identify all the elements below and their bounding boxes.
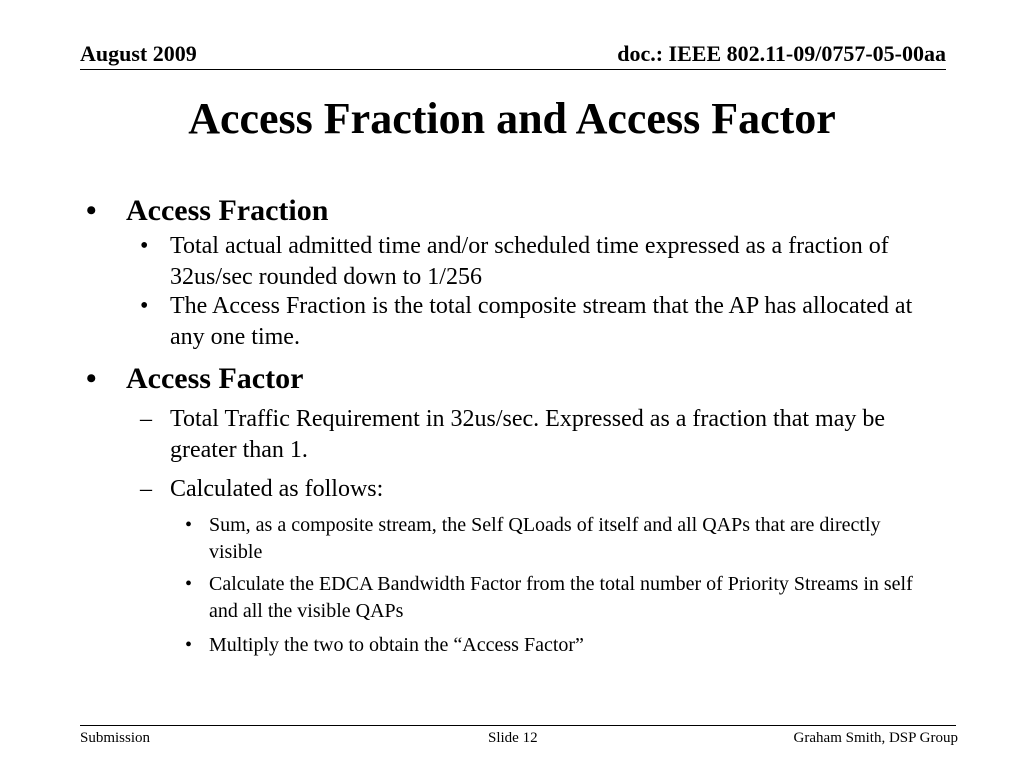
footer-divider — [80, 725, 956, 726]
sub-list-item-text: Multiply the two to obtain the “Access Factor” — [209, 634, 584, 656]
sub-list-item — [185, 632, 929, 659]
list-item-text: Total Traffic Requirement in 32us/sec. Expressed as a fraction that may be greater than 1. — [170, 406, 886, 463]
bullet-marker: • — [140, 233, 149, 259]
list-item-text: Total actual admitted time and/or scheduled time expressed as a fraction of 32us/sec rounded down to 1/256 — [170, 233, 889, 290]
list-item — [140, 404, 940, 466]
list-item — [140, 231, 940, 293]
bullet-marker: • — [185, 634, 193, 656]
footer-submission: Submission — [80, 730, 151, 746]
sub-list-item-text: Sum, as a composite stream, the Self QLoads of itself and all QAPs that are directly visible — [209, 514, 881, 563]
list-item-text: The Access Fraction is the total composite stream that the AP has allocated at any one time. — [170, 293, 913, 350]
bullet-heading: Access Factor — [126, 362, 304, 395]
sub-list-item-text: Calculate the EDCA Bandwidth Factor from the total number of Priority Streams in self and all the visible QAPs — [209, 573, 913, 622]
footer-author: Graham Smith, DSP Group — [793, 730, 958, 746]
bullet-access-fraction — [86, 194, 926, 228]
list-item-text: Calculated as follows: — [170, 476, 384, 502]
bullet-marker: • — [185, 514, 193, 536]
sub-list-item — [185, 512, 929, 566]
header-doc-id: doc.: IEEE 802.11-09/0757-05-00aa — [617, 41, 946, 66]
bullet-heading: Access Fraction — [126, 194, 329, 227]
bullet-marker: • — [185, 573, 193, 595]
header-date: August 2009 — [80, 41, 197, 66]
header-divider — [80, 69, 946, 70]
slide-title: Access Fraction and Access Factor — [188, 94, 836, 143]
footer-slide-number: Slide 12 — [488, 730, 538, 746]
dash-marker: – — [140, 476, 152, 502]
sub-list-item — [185, 571, 929, 625]
bullet-marker: • — [86, 194, 97, 227]
bullet-marker: • — [86, 362, 97, 395]
list-item — [140, 474, 940, 505]
bullet-access-factor — [86, 362, 926, 396]
bullet-marker: • — [140, 293, 149, 319]
list-item — [140, 291, 940, 353]
dash-marker: – — [140, 406, 152, 432]
